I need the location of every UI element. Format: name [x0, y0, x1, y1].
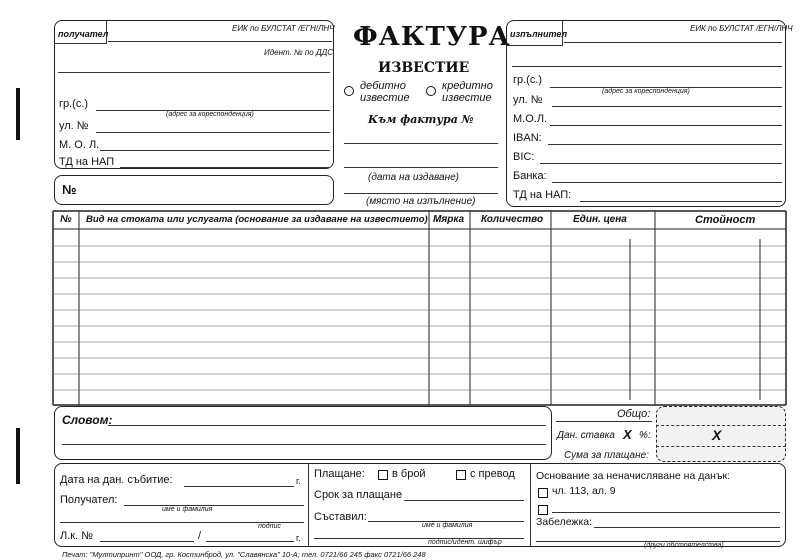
document-number-label: № — [62, 182, 77, 197]
footer-divider-2 — [530, 463, 531, 547]
document-title: ФАКТУРА — [353, 22, 511, 52]
id-card-slash: / — [198, 530, 202, 542]
column-header-value: Стойност — [695, 214, 756, 226]
recipient-sign-field[interactable] — [124, 505, 304, 506]
column-header-unit-price: Един. цена — [573, 214, 627, 225]
recipient-id-label: ЕИК по БУЛСТАТ /ЕГН/ЛНЧ — [232, 24, 335, 33]
note-label: Забележка: — [536, 516, 593, 528]
supplier-city-label: гр.(с.) — [513, 74, 543, 86]
supplier-street-label: ул. № — [513, 94, 543, 106]
recipient-mol-label: М. О. Л. — [59, 139, 100, 151]
basis-option-1-label: чл. 113, ал. 9 — [552, 485, 616, 497]
total-label: Общо: — [617, 408, 651, 420]
supplier-td-label: ТД на НАП: — [513, 189, 572, 201]
tax-event-field[interactable] — [184, 486, 294, 487]
basis-option-2-checkbox[interactable] — [538, 505, 548, 515]
supplier-label: изпълнител — [510, 29, 568, 39]
supplier-iban-label: IBAN: — [513, 132, 542, 144]
words-field-2[interactable] — [62, 444, 546, 445]
column-header-no: № — [60, 214, 72, 225]
printer-info: Печат: "Мултипринт" ООД, гр. Костинброд, ул. "Славянска" 10-А; тел. 0721/66 245 факс 0721/66 248 — [62, 550, 426, 559]
tax-basis-label: Основание за неначисляване на данък: — [536, 470, 731, 482]
vat-rate-label: Дан. ставка — [557, 430, 615, 441]
place-label: (място на изпълнение) — [366, 196, 476, 207]
supplier-bank-label: Банка: — [513, 170, 547, 182]
total-field[interactable] — [556, 421, 652, 422]
id-card-date-field[interactable] — [206, 541, 294, 542]
decimal-separators — [630, 239, 760, 400]
transfer-label: с превод — [470, 468, 515, 480]
tax-event-year: г. — [296, 476, 301, 486]
column-header-quantity: Количество — [481, 214, 544, 225]
sum-label: Сума за плащане: — [564, 450, 649, 461]
vat-percent-label: %: — [639, 430, 651, 441]
supplier-address-hint: (адрес за кореспонденция) — [602, 88, 690, 95]
id-card-year: г. — [296, 533, 301, 543]
supplier-id-label: ЕИК по БУЛСТАТ /ЕГН/ЛНЧ — [690, 24, 793, 33]
issue-date-label: (дата на издаване) — [368, 172, 459, 183]
credit-label: кредитно известие — [442, 80, 493, 104]
id-card-field[interactable] — [100, 541, 194, 542]
recipient-address-hint: (адрес за кореспонденция) — [166, 111, 254, 118]
words-field-1[interactable] — [108, 425, 546, 426]
to-invoice-label: Към фактура № — [368, 113, 474, 126]
due-date-label: Срок за плащане — [314, 489, 403, 501]
cash-checkbox[interactable] — [378, 470, 388, 480]
recipient-sign-label: Получател: — [60, 494, 118, 506]
recipient-street-label: ул. № — [59, 120, 89, 132]
id-card-label: Л.к. № — [60, 530, 93, 542]
recipient-td-label: ТД на НАП — [59, 156, 115, 168]
vat-amount-x: X — [712, 427, 722, 443]
column-header-description: Вид на стоката или услугата (основание за издаване на известието) — [86, 214, 428, 225]
supplier-bic-label: BIC: — [513, 151, 535, 163]
tax-event-label: Дата на дан. събитие: — [60, 474, 173, 486]
recipient-name-hint: име и фамилия — [162, 506, 213, 513]
debit-label: дебитно известие — [360, 80, 410, 104]
item-rows — [53, 246, 786, 390]
footer-divider-1 — [308, 463, 309, 547]
basis-option-1-checkbox[interactable] — [538, 488, 548, 498]
composed-name-hint: име и фамилия — [422, 522, 473, 529]
due-date-field[interactable] — [404, 500, 524, 501]
vat-value-line — [656, 446, 786, 447]
vat-rate-x: X — [623, 427, 632, 442]
transfer-checkbox[interactable] — [456, 470, 466, 480]
recipient-signature-hint: подпис — [258, 523, 281, 530]
cash-label: в брой — [392, 468, 426, 480]
composed-label: Съставил: — [314, 511, 367, 523]
document-subtitle: ИЗВЕСТИЕ — [378, 60, 470, 76]
payment-label: Плащане: — [314, 468, 365, 480]
note-field[interactable] — [594, 527, 780, 528]
recipient-city-label: гр.(с.) — [59, 98, 89, 110]
recipient-vat-label: Идент. № по ДДС — [264, 48, 334, 57]
other-circumstances-hint: (други обстоятелства) — [644, 542, 724, 549]
basis-option-2-field[interactable] — [552, 512, 780, 513]
words-box — [54, 406, 552, 460]
recipient-label: получател — [58, 29, 109, 39]
supplier-mol-label: М.О.Л. — [513, 113, 548, 125]
words-label: Словом: — [62, 413, 113, 427]
composed-sign-hint: подпис/идент. шифър — [428, 539, 502, 546]
total-value-line — [656, 425, 786, 426]
column-header-unit: Мярка — [433, 214, 465, 225]
